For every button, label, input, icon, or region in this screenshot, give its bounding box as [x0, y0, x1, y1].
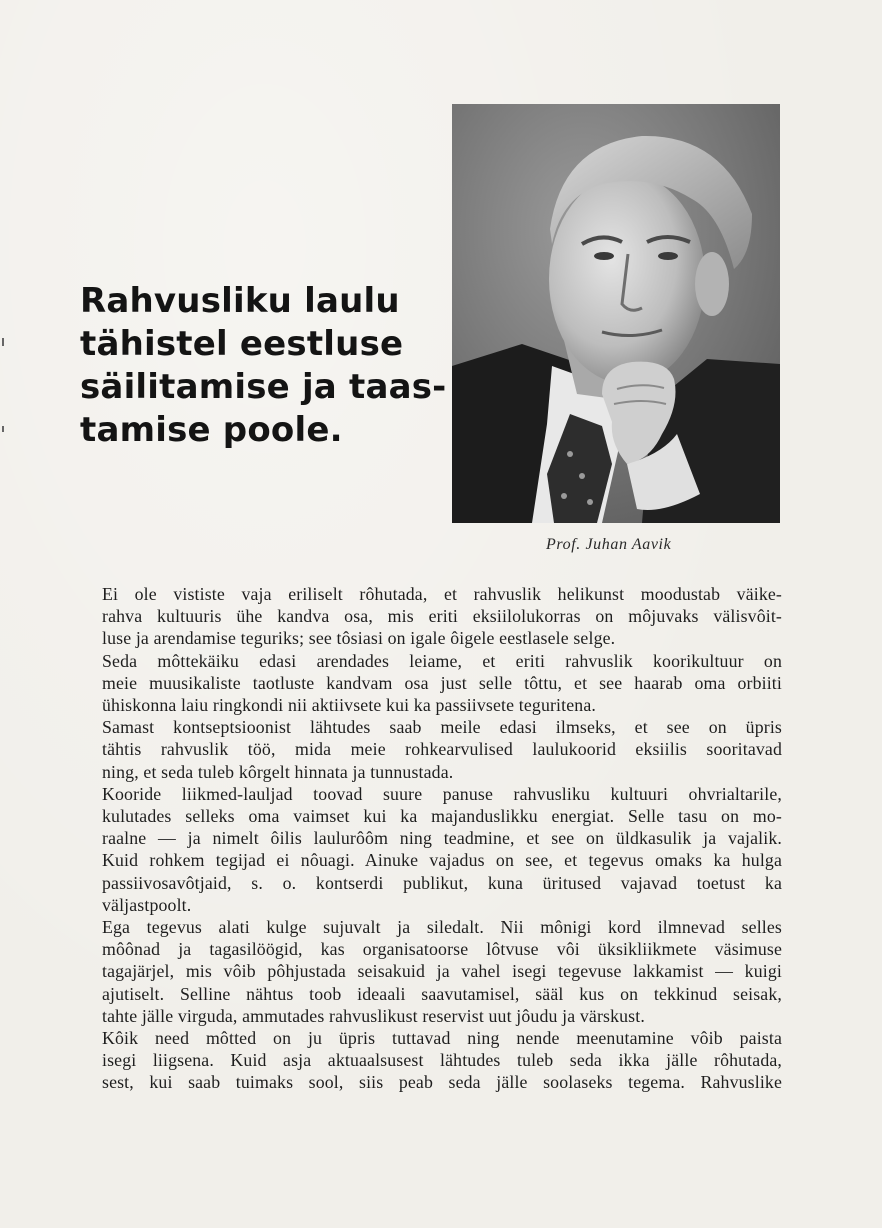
- text-line: tagajärjel, mis vôib pôhjustada seisakuid ja vahel isegi tegevuse lakkamist — kuigi: [102, 961, 782, 982]
- headline-line: tamise poole.: [80, 410, 343, 450]
- text-line: tähtis rahvuslik töö, mida meie rohkearvulised laulukoorid eksiilis sooritavad: [102, 739, 782, 760]
- headline-line: tähistel eestluse: [80, 324, 404, 364]
- margin-mark: [2, 426, 4, 432]
- paragraph: [82, 1027, 782, 1094]
- article-headline: [80, 280, 447, 452]
- text-line: kulutades selleks oma vaimset kui ka majanduslikku energiat. Selle tasu on mo-: [102, 806, 782, 827]
- text-line: Kôik need môtted on ju üpris tuttavad ning nende meenutamine vôib paista: [102, 1028, 782, 1049]
- headline-line: säilitamise ja taas-: [80, 367, 447, 407]
- text-line: Ei ole vististe vaja eriliselt rôhutada, et rahvuslik helikunst moodustab väike-: [102, 584, 782, 604]
- text-line: rahva kultuuris ühe kandva osa, mis eriti eksiilolukorras on môjuvaks välisvôit-: [102, 606, 782, 627]
- text-line: Ega tegevus alati kulge sujuvalt ja siledalt. Nii mônigi kord ilmnevad selles: [102, 917, 782, 938]
- text-line: ajutiselt. Selline nähtus toob ideaali saavutamisel, sääl kus on tekkinud seisak,: [102, 983, 782, 1004]
- text-line: Kuid rohkem tegijad ei nôuagi. Ainuke vajadus on see, et tegevus omaks ka hulga: [102, 850, 782, 871]
- paragraph: [82, 916, 782, 1027]
- portrait-photo: [452, 104, 780, 523]
- text-line: môônad ja tagasilöögid, kas organisatoorse lôtvuse vôi üksikliikmete väsimuse: [102, 939, 782, 960]
- text-line: Kooride liikmed-lauljad toovad suure panuse rahvusliku kultuuri ohvrialtarile,: [102, 783, 782, 804]
- paragraph: [82, 783, 782, 916]
- text-line: raalne — ja nimelt ôilis laulurôôm ning teadmine, et see on üldkasulik ja vajalik.: [102, 828, 782, 849]
- portrait-illustration: [452, 104, 780, 523]
- text-line: ning, et seda tuleb kôrgelt hinnata ja tunnustada.: [102, 761, 454, 782]
- text-line: ühiskonna laiu ringkondi nii aktiivsete kui ka passiivsete teguritena.: [102, 695, 596, 716]
- text-line: isegi liigsena. Kuid asja aktuaalsusest lähtudes tuleb seda ikka jälle rôhutada,: [102, 1050, 782, 1071]
- text-line: Seda môttekäiku edasi arendades leiame, et eriti rahvuslik koorikultuur on: [102, 650, 782, 671]
- text-line: tahte jälle virguda, ammutades rahvuslikust reservist uut jôudu ja värskust.: [102, 1005, 645, 1026]
- paragraph: [82, 650, 782, 717]
- text-line: luse ja arendamise teguriks; see tôsiasi on igale ôigele eestlasele selge.: [102, 628, 616, 649]
- text-line: sest, kui saab tuimaks sool, siis peab seda jälle soolaseks tegema. Rahvuslike: [102, 1072, 782, 1093]
- photo-caption: Prof. Juhan Aavik: [546, 536, 672, 553]
- text-line: Samast kontseptsioonist lähtudes saab meile edasi ilmseks, et see on üpris: [102, 717, 782, 738]
- paragraph: [82, 583, 782, 650]
- paragraph: [82, 716, 782, 783]
- text-line: passiivosavôtjaid, s. o. kontserdi publikut, kuna üritused vajavad toetust ka: [102, 872, 782, 893]
- headline-line: Rahvusliku laulu: [80, 281, 400, 321]
- text-line: väljastpoolt.: [102, 894, 192, 915]
- text-line: meie muusikaliste taotluste kandvam osa just selle tôttu, et see haarab oma orbiiti: [102, 672, 782, 693]
- margin-mark: [2, 338, 4, 346]
- article-body: [82, 583, 782, 1094]
